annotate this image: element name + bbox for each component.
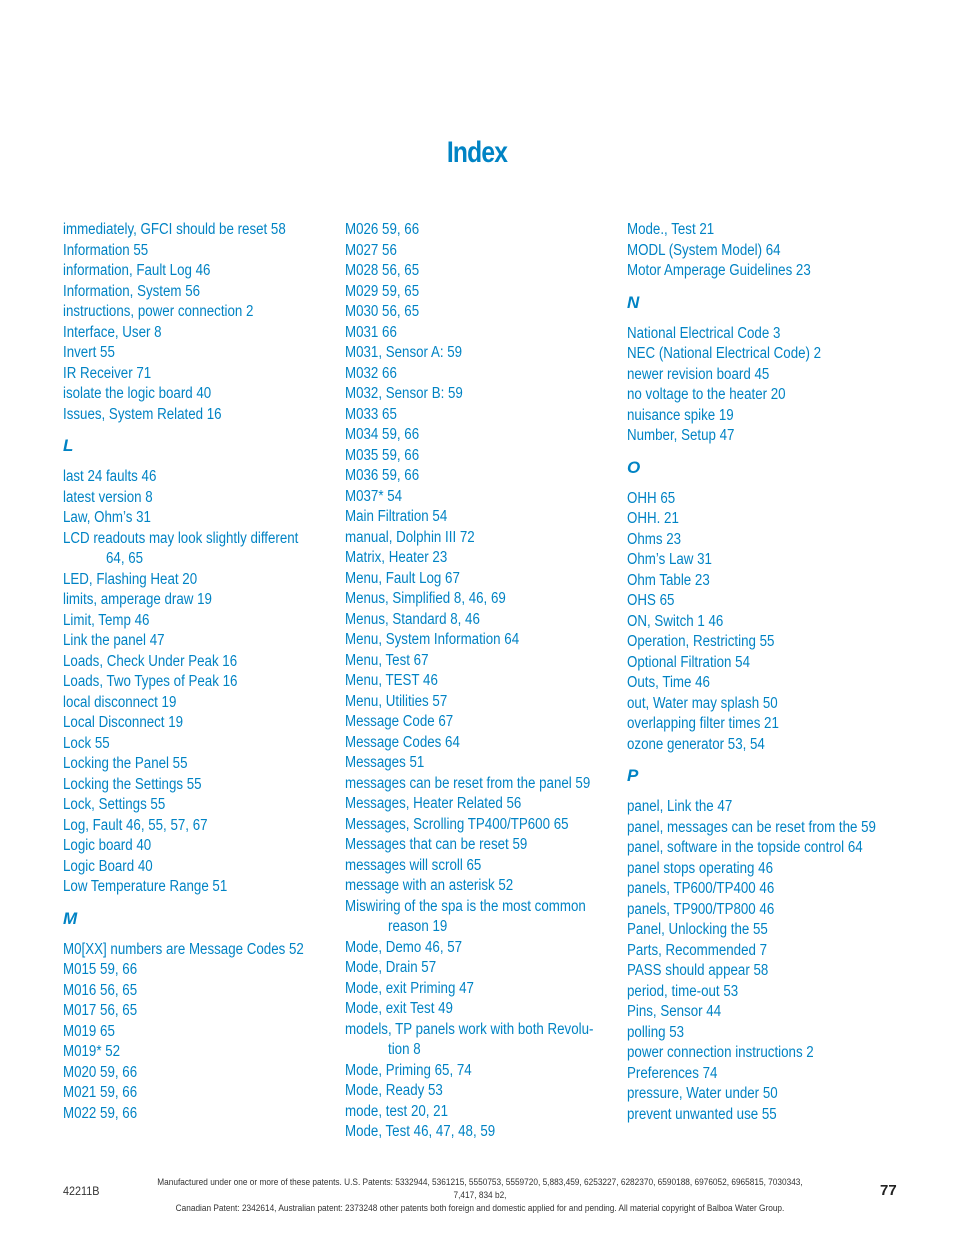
index-entry: Locking the Panel 55 bbox=[63, 755, 188, 772]
index-entry: OHS 65 bbox=[627, 592, 675, 609]
index-entry: LED, Flashing Heat 20 bbox=[63, 570, 198, 588]
index-section-letter: L bbox=[63, 436, 74, 455]
index-entry: Preferences 74 bbox=[627, 1064, 718, 1082]
index-entry: Issues, System Related 16 bbox=[63, 405, 222, 423]
index-entry: Message Code 67 bbox=[345, 713, 454, 730]
index-entry: Number, Setup 47 bbox=[627, 427, 735, 444]
index-entry: Law, Ohm’s 31 bbox=[63, 509, 151, 526]
index-entry: Ohms 23 bbox=[627, 530, 682, 548]
index-entry: Mode, Demo 46, 57 bbox=[345, 938, 463, 956]
index-entry: prevent unwanted use 55 bbox=[627, 1105, 777, 1123]
index-entry: panels, TP900/TP800 46 bbox=[627, 900, 775, 918]
index-entry: PASS should appear 58 bbox=[627, 962, 769, 979]
index-entry: Log, Fault 46, 55, 57, 67 bbox=[63, 816, 208, 834]
page-title: Index bbox=[446, 136, 508, 169]
index-entry: newer revision board 45 bbox=[627, 365, 770, 383]
index-entry: M022 59, 66 bbox=[63, 1104, 138, 1122]
index-entry: M020 59, 66 bbox=[63, 1063, 138, 1081]
patent-notice-line-1: Manufactured under one or more of these patents. U.S. Patents: 5332944, 5361215, 5550753, 5559720, 5,883,459, 6253227, 6282370, 6590188, 6976052, 6965815, 7030343, 7,417, 834 b2, bbox=[157, 1177, 803, 1200]
index-entry: Menu, Test 67 bbox=[345, 651, 429, 669]
index-entry: M021 59, 66 bbox=[63, 1084, 138, 1101]
index-entry: information, Fault Log 46 bbox=[63, 262, 211, 279]
index-entry: ON, Switch 1 46 bbox=[627, 612, 724, 630]
index-entry: nuisance spike 19 bbox=[627, 406, 734, 424]
index-entry: Local Disconnect 19 bbox=[63, 714, 184, 731]
index-entry: Messages, Heater Related 56 bbox=[345, 795, 522, 812]
index-entry: M026 59, 66 bbox=[345, 221, 420, 238]
index-entry: M034 59, 66 bbox=[345, 426, 420, 443]
index-entry: messages can be reset from the panel 59 bbox=[345, 774, 591, 792]
index-entry: Limit, Temp 46 bbox=[63, 611, 150, 629]
index-entry: Messages, Scrolling TP400/TP600 65 bbox=[345, 815, 569, 833]
index-entry: Lock 55 bbox=[63, 734, 110, 752]
index-entry-continuation: 64, 65 bbox=[106, 550, 144, 567]
index-entry: M015 59, 66 bbox=[63, 961, 138, 978]
index-column-3 bbox=[627, 220, 907, 1125]
index-entry: Information 55 bbox=[63, 241, 149, 259]
index-entry: Matrix, Heater 23 bbox=[345, 549, 448, 566]
index-entry: mode, test 20, 21 bbox=[345, 1102, 449, 1120]
index-entry: Mode, exit Priming 47 bbox=[345, 979, 474, 997]
index-entry: MODL (System Model) 64 bbox=[627, 241, 781, 259]
index-entry: Loads, Check Under Peak 16 bbox=[63, 652, 238, 670]
index-entry-continuation: tion 8 bbox=[388, 1041, 421, 1058]
index-entry: panel, Link the 47 bbox=[627, 798, 733, 815]
index-entry: M019* 52 bbox=[63, 1043, 121, 1060]
index-entry: Pins, Sensor 44 bbox=[627, 1003, 722, 1020]
index-entry: M035 59, 66 bbox=[345, 446, 420, 464]
index-entry: Mode, Priming 65, 74 bbox=[345, 1061, 472, 1079]
index-entry: M033 65 bbox=[345, 405, 397, 423]
index-entry: Miswiring of the spa is the most common bbox=[345, 897, 586, 915]
index-entry: M017 56, 65 bbox=[63, 1002, 138, 1019]
index-entry: Invert 55 bbox=[63, 344, 115, 361]
index-entry: Menu, System Information 64 bbox=[345, 631, 520, 648]
index-entry: models, TP panels work with both Revolu- bbox=[345, 1020, 594, 1038]
index-entry: Mode, Drain 57 bbox=[345, 959, 437, 976]
index-entry: Low Temperature Range 51 bbox=[63, 878, 228, 895]
index-entry: immediately, GFCI should be reset 58 bbox=[63, 221, 286, 238]
index-entry: Main Filtration 54 bbox=[345, 508, 448, 525]
index-entry: Logic Board 40 bbox=[63, 857, 153, 875]
index-entry: instructions, power connection 2 bbox=[63, 303, 254, 320]
index-entry: out, Water may splash 50 bbox=[627, 694, 778, 712]
index-section-letter: P bbox=[627, 766, 639, 785]
index-column-2 bbox=[345, 220, 625, 1143]
index-entry: Mode, Test 46, 47, 48, 59 bbox=[345, 1123, 496, 1140]
index-entry: Messages that can be reset 59 bbox=[345, 836, 528, 853]
index-entry: M036 59, 66 bbox=[345, 467, 420, 484]
index-entry: manual, Dolphin III 72 bbox=[345, 528, 475, 546]
index-entry: messages will scroll 65 bbox=[345, 856, 482, 874]
index-entry: Menus, Standard 8, 46 bbox=[345, 610, 480, 628]
index-entry: isolate the logic board 40 bbox=[63, 385, 212, 402]
index-entry: panels, TP600/TP400 46 bbox=[627, 880, 775, 897]
index-entry: panel, messages can be reset from the 59 bbox=[627, 818, 876, 836]
index-entry: M0[XX] numbers are Message Codes 52 bbox=[63, 940, 304, 958]
index-entry: no voltage to the heater 20 bbox=[627, 386, 786, 403]
index-entry: Link the panel 47 bbox=[63, 632, 165, 649]
index-entry: local disconnect 19 bbox=[63, 693, 177, 711]
index-entry: panel, software in the topside control 64 bbox=[627, 839, 863, 856]
index-entry: ozone generator 53, 54 bbox=[627, 735, 765, 753]
index-entry: Mode, Ready 53 bbox=[345, 1082, 443, 1099]
index-entry: Outs, Time 46 bbox=[627, 674, 710, 691]
index-entry: Lock, Settings 55 bbox=[63, 796, 166, 813]
patent-notice bbox=[149, 1176, 811, 1215]
index-entry: M019 65 bbox=[63, 1022, 115, 1040]
index-entry: National Electrical Code 3 bbox=[627, 324, 781, 342]
index-entry: pressure, Water under 50 bbox=[627, 1085, 778, 1102]
index-entry: LCD readouts may look slightly different bbox=[63, 529, 299, 547]
index-entry: Menu, Fault Log 67 bbox=[345, 569, 460, 587]
index-entry: Motor Amperage Guidelines 23 bbox=[627, 262, 811, 279]
index-entry: Mode, exit Test 49 bbox=[345, 1000, 453, 1017]
index-entry: message with an asterisk 52 bbox=[345, 877, 514, 894]
document-number: 42211B bbox=[63, 1184, 100, 1198]
index-column-1 bbox=[63, 220, 343, 1124]
index-section-letter: M bbox=[63, 908, 78, 928]
index-entry: OHH 65 bbox=[627, 489, 676, 507]
index-entry: M027 56 bbox=[345, 241, 397, 259]
index-entry: Parts, Recommended 7 bbox=[627, 941, 768, 959]
index-entry: Ohm’s Law 31 bbox=[627, 551, 712, 568]
index-entry: M028 56, 65 bbox=[345, 262, 420, 279]
index-entry: M032 66 bbox=[345, 364, 397, 382]
index-entry: overlapping filter times 21 bbox=[627, 715, 779, 732]
page-number: 77 bbox=[880, 1182, 897, 1199]
index-entry: Message Codes 64 bbox=[345, 733, 460, 751]
index-entry: period, time-out 53 bbox=[627, 982, 739, 1000]
index-entry: Panel, Unlocking the 55 bbox=[627, 921, 768, 938]
index-entry: Ohm Table 23 bbox=[627, 571, 710, 589]
index-entry: Operation, Restricting 55 bbox=[627, 633, 775, 650]
index-entry: IR Receiver 71 bbox=[63, 364, 152, 382]
index-entry: panel stops operating 46 bbox=[627, 859, 774, 877]
index-entry: M037* 54 bbox=[345, 487, 403, 505]
index-entry: M032, Sensor B: 59 bbox=[345, 385, 463, 402]
index-entry: Logic board 40 bbox=[63, 837, 152, 854]
index-entry: polling 53 bbox=[627, 1023, 685, 1041]
index-entry: Loads, Two Types of Peak 16 bbox=[63, 673, 238, 690]
index-entry: Locking the Settings 55 bbox=[63, 775, 202, 793]
index-entry: M031, Sensor A: 59 bbox=[345, 344, 463, 361]
patent-notice-line-2: Canadian Patent: 2342614, Australian patent: 2373248 other patents both foreign and domestic applied for and pending. All material copyright of Balboa Water Group. bbox=[175, 1203, 785, 1213]
index-entry: limits, amperage draw 19 bbox=[63, 591, 212, 608]
index-entry: Menu, TEST 46 bbox=[345, 672, 438, 689]
index-section-letter: N bbox=[627, 292, 640, 312]
index-entry: Menus, Simplified 8, 46, 69 bbox=[345, 590, 506, 607]
index-entry: power connection instructions 2 bbox=[627, 1044, 814, 1061]
index-entry: Interface, User 8 bbox=[63, 323, 162, 341]
index-entry-continuation: reason 19 bbox=[388, 918, 448, 935]
index-entry: M030 56, 65 bbox=[345, 303, 420, 320]
index-entry: Menu, Utilities 57 bbox=[345, 692, 448, 710]
index-entry: Information, System 56 bbox=[63, 282, 201, 300]
index-entry: last 24 faults 46 bbox=[63, 468, 157, 485]
index-entry: Optional Filtration 54 bbox=[627, 653, 751, 671]
index-section-letter: O bbox=[627, 457, 641, 477]
index-entry: M029 59, 65 bbox=[345, 282, 420, 300]
index-entry: Messages 51 bbox=[345, 754, 425, 771]
index-entry: latest version 8 bbox=[63, 488, 153, 506]
index-entry: M016 56, 65 bbox=[63, 981, 138, 999]
index-entry: Mode., Test 21 bbox=[627, 221, 715, 238]
index-entry: NEC (National Electrical Code) 2 bbox=[627, 345, 822, 362]
index-entry: M031 66 bbox=[345, 323, 397, 341]
index-entry: OHH. 21 bbox=[627, 510, 679, 527]
